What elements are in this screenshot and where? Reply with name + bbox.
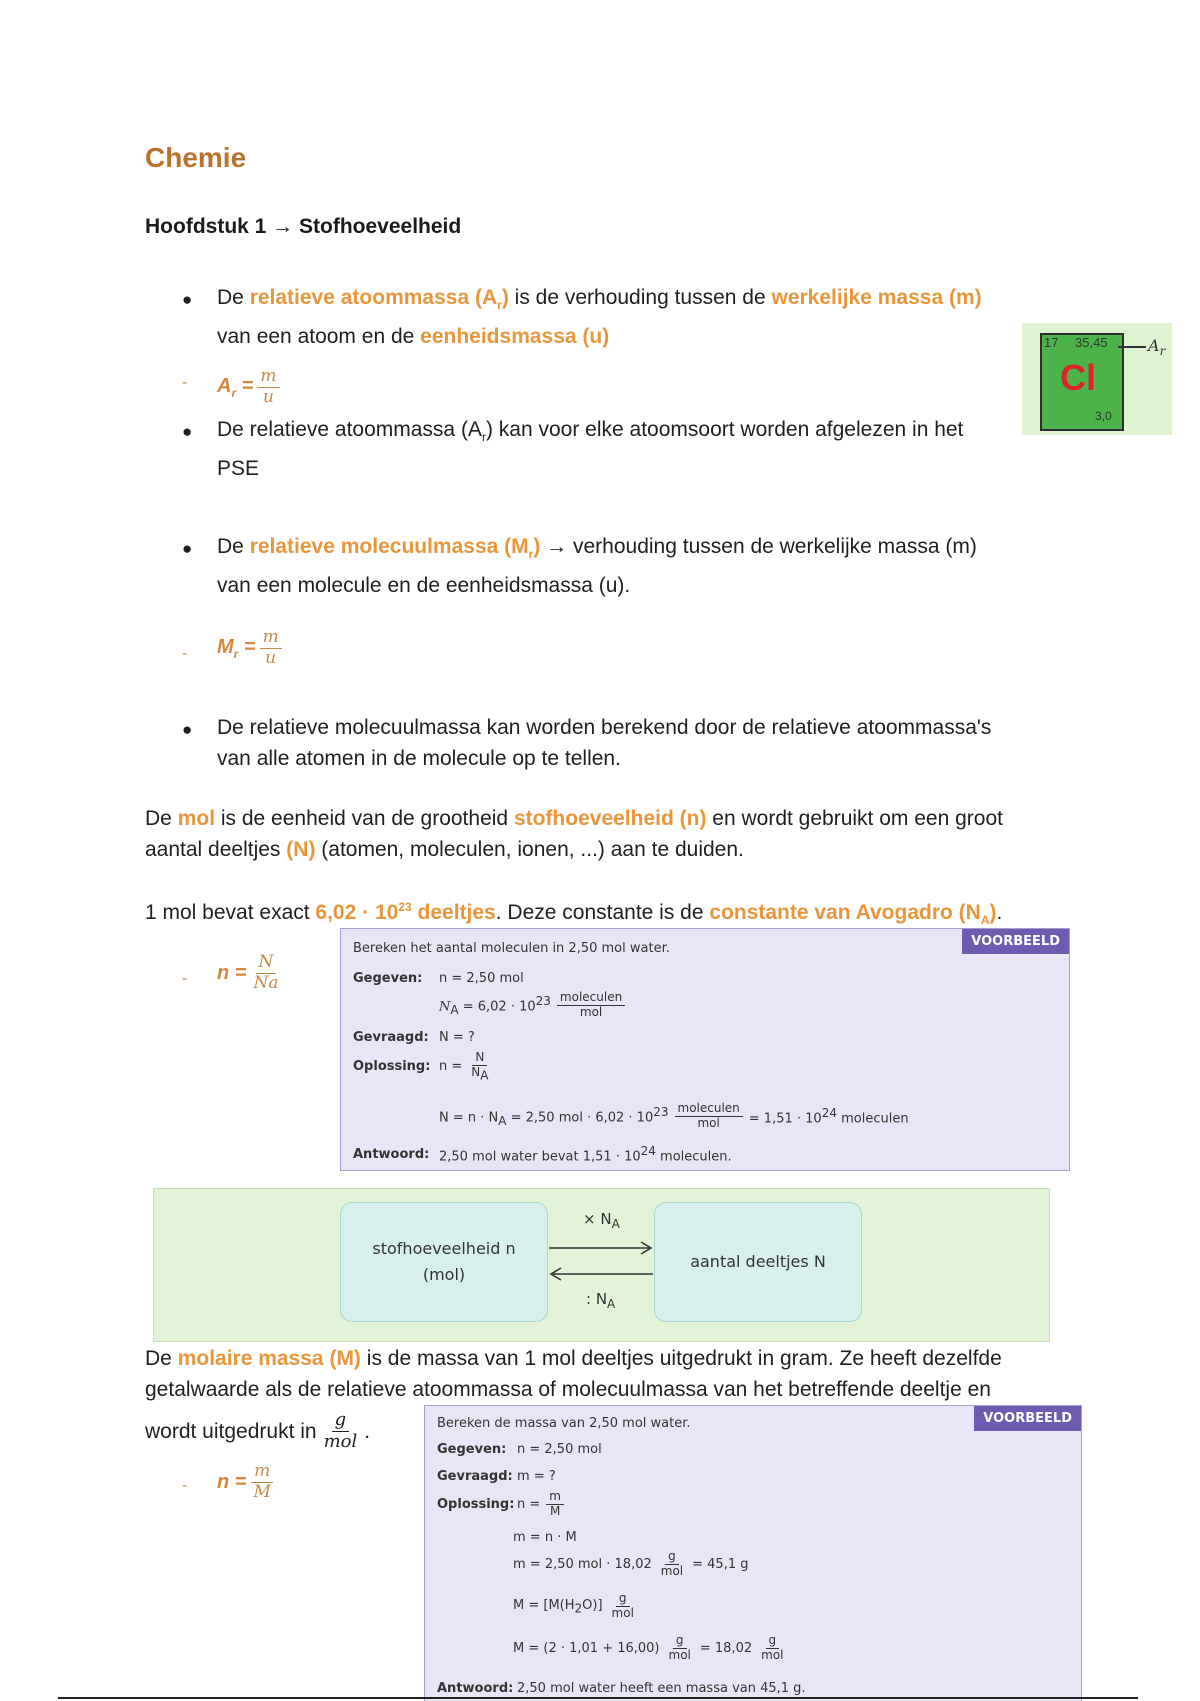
page-title: Chemie bbox=[145, 142, 247, 173]
paragraph-avogadro: 1 mol bevat exact $6,02 \cdot 10^{23}$ deeltjes. Deze constante is de constante van Avogadro $(N_A)$. bbox=[145, 900, 1003, 928]
paragraph-pse: De relatieve atoommassa $(A_r)$ kan voor elke atoomsoort worden afgelezen in het PSE bbox=[217, 418, 964, 481]
example-question: Bereken het aantal moleculen in 2,50 mol water. bbox=[353, 941, 670, 956]
solution-row: Oplossing: n = $\frac{m}{M}$ bbox=[437, 1490, 564, 1519]
calc-line-3: $M = [M(H_2O)]$ $\frac{g}{\text{mol}}$ bbox=[513, 1591, 634, 1620]
atomic-mass: 35,45 bbox=[1075, 335, 1108, 350]
formula-mr: $M_r$ = $\frac{m}{u}$ bbox=[217, 628, 282, 668]
arrow-label-multiply: × $N_A$ bbox=[583, 1210, 620, 1231]
dash-icon: - bbox=[182, 970, 188, 987]
dash-icon: - bbox=[182, 1477, 188, 1494]
calculation-row: $N = n \cdot N_A = 2,50$ mol · $6,02 \cdot 10^{23}$ $\frac{\text{moleculen}}{\text{mol}}$ = $1,51 \cdot 10^{24}$ moleculen bbox=[439, 1101, 909, 1130]
dash-icon: - bbox=[182, 374, 188, 391]
paragraph-molecuulmassa: De relatieve molecuulmassa $(M_r)$ → verhouding tussen de werkelijke massa (m) van een molecule en de eenheidsmassa (u). bbox=[217, 535, 977, 598]
dash-icon: - bbox=[182, 645, 188, 662]
example-box-massa bbox=[424, 1405, 1082, 1701]
given-row-2: $N_A = 6,02 \cdot 10^{23}$ $\frac{\text{moleculen}}{\text{mol}}$ bbox=[439, 991, 625, 1020]
example-box-moleculen bbox=[340, 928, 1070, 1171]
element-symbol: Cl bbox=[1060, 357, 1096, 398]
calc-line-4: M = (2 · 1,01 + 16,00) $\frac{g}{\text{mol}}$ = 18,02 $\frac{g}{\text{mol}}$ bbox=[513, 1633, 784, 1662]
formula-n-na: n = $\frac{N}{Na}$ bbox=[217, 952, 279, 993]
box-aantal-deeltjes: aantal deeltjes N bbox=[654, 1202, 862, 1322]
bullet-icon: ● bbox=[182, 720, 193, 739]
formula-ar: $A_r$ = $\frac{m}{u}$ bbox=[217, 367, 280, 407]
box-stofhoeveelheid: stofhoeveelheid n (mol) bbox=[340, 1202, 548, 1322]
calc-line-2: m = 2,50 mol · 18,02 $\frac{g}{\text{mol}}$ = 45,1 g bbox=[513, 1549, 749, 1578]
bullet-icon: ● bbox=[182, 290, 193, 309]
example-question: Bereken de massa van 2,50 mol water. bbox=[437, 1416, 691, 1431]
atomic-number: 17 bbox=[1044, 335, 1059, 350]
bullet-icon: ● bbox=[182, 539, 193, 558]
asked-row: Gevraagd: N = ? bbox=[353, 1030, 475, 1045]
arrow-label-divide: : $N_A$ bbox=[586, 1290, 616, 1311]
paragraph-eenheid: wordt uitgedrukt in $\frac{g}{\text{mol}}$ . bbox=[145, 1409, 371, 1452]
pointer-line bbox=[1118, 346, 1146, 348]
paragraph-molaire-massa: De molaire massa (M) is de massa van 1 mol deeltjes uitgedrukt in gram. Ze heeft dezelfde getalwaarde als de relatieve atoommassa of molecuulmassa van het betreffende deeltje en bbox=[145, 1347, 1002, 1401]
chapter-heading: Hoofdstuk 1 → Stofhoeveelheid bbox=[145, 215, 462, 238]
paragraph-berekening: De relatieve molecuulmassa kan worden berekend door de relatieve atoommassa's van alle atomen in de molecule op te tellen. bbox=[217, 716, 992, 770]
page-bottom-rule bbox=[58, 1697, 1138, 1699]
paragraph-atoommassa: De relatieve atoommassa $(A_r)$ is de verhouding tussen de werkelijke massa (m) van een atoom en de eenheidsmassa (u) bbox=[217, 286, 982, 349]
solution-row: Oplossing: n = $\frac{N}{N_A}$ bbox=[353, 1050, 489, 1083]
given-row: Gegeven: n = 2,50 mol bbox=[437, 1442, 602, 1457]
conversion-arrows bbox=[545, 1238, 657, 1288]
answer-row: Antwoord: 2,50 mol water bevat $1,51 \cdot 10^{24}$ moleculen. bbox=[353, 1144, 732, 1165]
answer-row: Antwoord: 2,50 mol water heeft een massa van 45,1 g. bbox=[437, 1681, 806, 1696]
voorbeeld-badge: VOORBEELD bbox=[962, 929, 1069, 954]
bullet-icon: ● bbox=[182, 422, 193, 441]
given-row: Gegeven: n = 2,50 mol bbox=[353, 971, 524, 986]
paragraph-mol: De mol is de eenheid van de grootheid stofhoeveelheid (n) en wordt gebruikt om een groot aantal deeltjes (N) (atomen, moleculen, ionen, ...) aan te duiden. bbox=[145, 807, 1003, 861]
pse-label: $A_r$ bbox=[1148, 336, 1166, 359]
asked-row: Gevraagd: m = ? bbox=[437, 1469, 556, 1484]
electronegativity: 3,0 bbox=[1095, 409, 1112, 423]
calc-line-1: m = n · M bbox=[513, 1530, 577, 1545]
formula-n-m: n = $\frac{m}{M}$ bbox=[217, 1462, 274, 1502]
voorbeeld-badge: VOORBEELD bbox=[974, 1406, 1081, 1431]
